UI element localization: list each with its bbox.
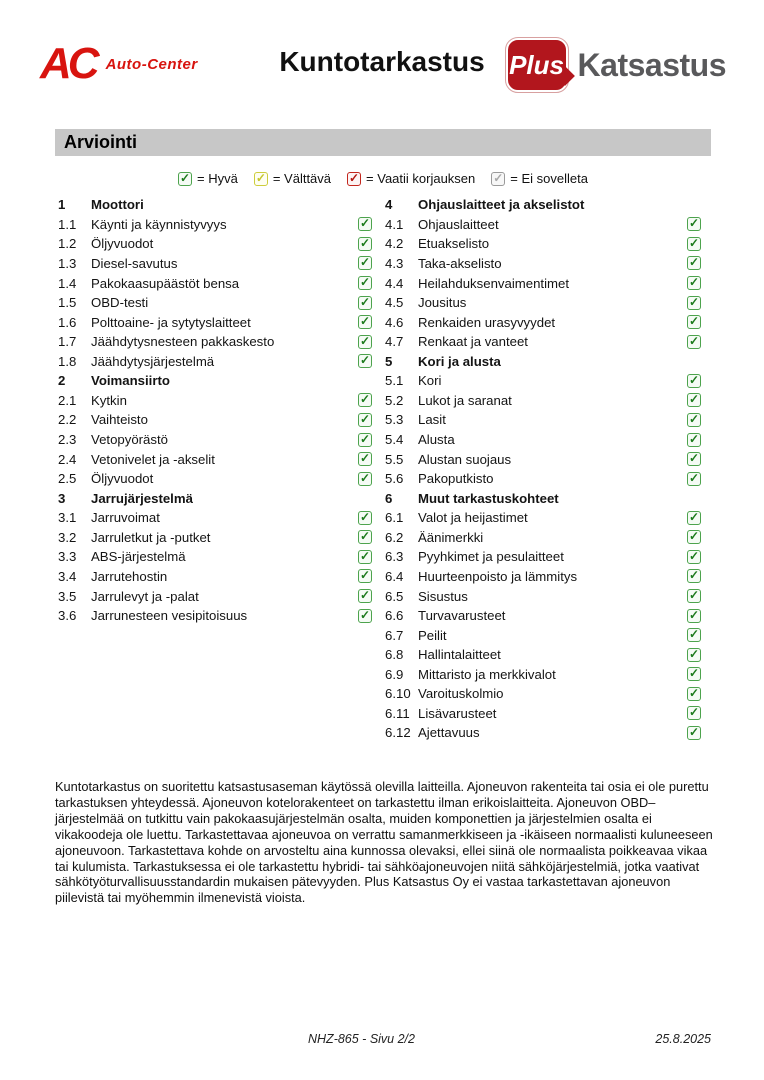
checklist-item-row — [385, 449, 703, 469]
checklist-item-row — [58, 312, 374, 332]
status-checkbox-icon — [358, 452, 372, 466]
row-number: 3.1 — [58, 510, 77, 526]
row-number: 1.7 — [58, 334, 77, 350]
row-number: 6.9 — [385, 666, 404, 682]
checklist-item-row — [385, 469, 703, 489]
disclaimer-text: Kuntotarkastus on suoritettu katsastusaseman käytössä olevilla laitteilla. Ajoneuvon rakenteita tai osia ei ole purettu tarkastuksen yhteydessä. Ajoneuvon kotelorakenteet on tarkastettu ilman erikoislaitteita. Ajoneuvon OBD–järjestelmää on tutkittu vain pakokaasujärjestelmän osalta, muiden komponettien ja järjestelmien osalta ei vikakoodeja ole luettu. Tarkastettavaa ajoneuvoa on verrattu samanmerkkiseen ja -ikäiseen normaalisti kuluneeseen ajoneuvoon. Tarkastettava kohde on arvosteltu aina kunnossa olevaksi, ellei siinä ole normaalista poikkeavaa vikaa tai kulumista. Tarkastuksessa ei ole tarkastettu hybridi- tai sähköajoneuvojen niitä sähköjärjestelmiä, jotka vaativat sähkötyöturvallisuusstandardin mukaisen pätevyyden. Plus Katsastus Oy ei vastaa tarkastettavan ajoneuvon piilevistä tai myöhemmin ilmenevistä vioista. — [55, 779, 713, 906]
item-label: Heilahduksenvaimentimet — [418, 275, 569, 291]
status-checkbox-icon — [358, 237, 372, 251]
status-checkbox-icon — [687, 511, 701, 525]
row-number: 5.3 — [385, 412, 404, 428]
checklist-item-row — [58, 410, 374, 430]
check-glyph: ✓ — [688, 509, 700, 524]
row-number: 1.4 — [58, 275, 77, 291]
status-checkbox-icon — [358, 609, 372, 623]
status-checkbox-icon — [687, 589, 701, 603]
footer-date: 25.8.2025 — [655, 1032, 711, 1046]
check-glyph: ✓ — [688, 646, 700, 661]
item-label: Jarrunesteen vesipitoisuus — [91, 608, 248, 624]
item-label: Pakokaasupäästöt bensa — [91, 275, 240, 291]
row-number: 6.12 — [385, 725, 411, 741]
checklist-item-row — [385, 665, 703, 685]
check-glyph: ✓ — [688, 333, 700, 348]
status-checkbox-icon — [358, 511, 372, 525]
legend — [55, 171, 711, 186]
checklist-item-row — [58, 215, 374, 235]
status-checkbox-icon — [358, 472, 372, 486]
item-label: Ajettavuus — [418, 725, 480, 741]
check-glyph: ✓ — [359, 275, 371, 290]
checklist-item-row — [58, 293, 374, 313]
status-checkbox-icon — [687, 648, 701, 662]
status-checkbox-icon — [358, 296, 372, 310]
status-checkbox-icon — [358, 217, 372, 231]
checklist-item-row — [385, 215, 703, 235]
item-label: Ohjauslaitteet — [418, 216, 499, 232]
check-glyph: ✓ — [359, 509, 371, 524]
checklist-item-row — [385, 371, 703, 391]
checklist-item-row — [58, 606, 374, 626]
item-label: Lisävarusteet — [418, 705, 497, 721]
legend-label: = Hyvä — [197, 171, 238, 186]
check-glyph: ✓ — [359, 255, 371, 270]
checklist-item-row — [385, 273, 703, 293]
checklist-item-row — [58, 508, 374, 528]
status-checkbox-icon — [358, 433, 372, 447]
checklist-item-row — [58, 586, 374, 606]
checklist-item-row — [385, 704, 703, 724]
check-glyph: ✓ — [688, 235, 700, 250]
legend-item-repair — [347, 171, 475, 186]
checklist-item-row — [58, 449, 374, 469]
check-glyph: ✓ — [359, 353, 371, 368]
auto-center-logo-text: Auto-Center — [105, 55, 198, 73]
checklist-item-row — [385, 625, 703, 645]
check-glyph: ✓ — [688, 392, 700, 407]
check-glyph: ✓ — [359, 568, 371, 583]
item-label: Hallintalaitteet — [418, 647, 501, 663]
row-number: 6.11 — [385, 705, 410, 721]
legend-repair-checkbox-icon — [347, 172, 361, 186]
checklist-item-row — [58, 528, 374, 548]
checklist-item-row — [58, 352, 374, 372]
section-title: Kori ja alusta — [418, 353, 501, 369]
row-number: 6.7 — [385, 627, 404, 643]
checklist-item-row — [385, 312, 703, 332]
item-label: Sisustus — [418, 588, 468, 604]
row-number: 4.6 — [385, 314, 404, 330]
check-glyph: ✓ — [688, 529, 700, 544]
section-title: Voimansiirto — [91, 373, 170, 389]
item-label: Jarruletkut ja -putket — [91, 529, 211, 545]
checkbox-spacer — [358, 374, 372, 388]
check-glyph: ✓ — [349, 170, 360, 185]
item-label: Alustan suojaus — [418, 451, 512, 467]
checklist-section-row — [58, 488, 374, 508]
row-number: 6 — [385, 490, 393, 506]
item-label: Polttoaine- ja sytytyslaitteet — [91, 314, 251, 330]
checklist-item-row — [58, 391, 374, 411]
checklist-item-row — [385, 410, 703, 430]
checklist-item-row — [385, 508, 703, 528]
check-glyph: ✓ — [688, 607, 700, 622]
item-label: Peilit — [418, 627, 447, 643]
item-label: OBD-testi — [91, 295, 149, 311]
checklist-item-row — [385, 254, 703, 274]
item-label: Vetonivelet ja -akselit — [91, 451, 215, 467]
check-glyph: ✓ — [688, 451, 700, 466]
row-number: 2 — [58, 373, 66, 389]
check-glyph: ✓ — [688, 627, 700, 642]
checkbox-spacer — [687, 198, 701, 212]
check-glyph: ✓ — [493, 170, 504, 185]
item-label: Jäähdytysnesteen pakkaskesto — [91, 334, 275, 350]
row-number: 3.5 — [58, 588, 77, 604]
check-glyph: ✓ — [688, 548, 700, 563]
check-glyph: ✓ — [688, 216, 700, 231]
row-number: 4.5 — [385, 295, 404, 311]
check-glyph: ✓ — [359, 333, 371, 348]
status-checkbox-icon — [358, 276, 372, 290]
row-number: 2.4 — [58, 451, 77, 467]
section-header-arviointi — [55, 129, 711, 156]
status-checkbox-icon — [687, 433, 701, 447]
row-number: 4 — [385, 197, 393, 213]
status-checkbox-icon — [358, 550, 372, 564]
status-checkbox-icon — [687, 550, 701, 564]
checklist-item-row — [385, 332, 703, 352]
checklist-item-row — [385, 645, 703, 665]
check-glyph: ✓ — [359, 529, 371, 544]
item-label: Lukot ja saranat — [418, 392, 512, 408]
status-checkbox-icon — [687, 569, 701, 583]
katsastus-logo-text: Katsastus — [577, 46, 726, 83]
item-label: Kori — [418, 373, 442, 389]
check-glyph: ✓ — [688, 255, 700, 270]
checklist-item-row — [385, 586, 703, 606]
row-number: 5.4 — [385, 432, 404, 448]
status-checkbox-icon — [687, 726, 701, 740]
checklist-item-row — [385, 567, 703, 587]
row-number: 4.2 — [385, 236, 404, 252]
ac-logo-icon: AC — [40, 39, 96, 88]
checklist-item-row — [385, 234, 703, 254]
item-label: Öljyvuodot — [91, 236, 154, 252]
check-glyph: ✓ — [688, 314, 700, 329]
checklist-item-row — [58, 234, 374, 254]
checklist-section-row — [58, 195, 374, 215]
status-checkbox-icon — [687, 706, 701, 720]
row-number: 2.1 — [58, 392, 77, 408]
item-label: Renkaat ja vanteet — [418, 334, 528, 350]
row-number: 5.5 — [385, 451, 404, 467]
row-number: 6.3 — [385, 549, 404, 565]
item-label: Etuakselisto — [418, 236, 490, 252]
item-label: Jarrulevyt ja -palat — [91, 588, 199, 604]
status-checkbox-icon — [687, 609, 701, 623]
status-checkbox-icon — [687, 667, 701, 681]
check-glyph: ✓ — [688, 568, 700, 583]
item-label: Valot ja heijastimet — [418, 510, 528, 526]
checklist-item-row — [385, 606, 703, 626]
row-number: 4.3 — [385, 255, 404, 271]
check-glyph: ✓ — [688, 705, 700, 720]
check-glyph: ✓ — [359, 216, 371, 231]
checklist-item-row — [385, 430, 703, 450]
legend-label: = Vaatii korjauksen — [366, 171, 476, 186]
row-number: 6.4 — [385, 568, 404, 584]
checklist — [55, 195, 711, 743]
check-glyph: ✓ — [359, 588, 371, 603]
status-checkbox-icon — [358, 335, 372, 349]
row-number: 6.10 — [385, 686, 411, 702]
checklist-item-row — [58, 273, 374, 293]
row-number: 1.3 — [58, 255, 77, 271]
row-number: 6.1 — [385, 510, 404, 526]
check-glyph: ✓ — [359, 548, 371, 563]
item-label: Jäähdytysjärjestelmä — [91, 353, 215, 369]
checklist-section-row — [385, 195, 703, 215]
checkbox-spacer — [687, 491, 701, 505]
checklist-section-row — [385, 488, 703, 508]
check-glyph: ✓ — [688, 431, 700, 446]
item-label: Varoituskolmio — [418, 686, 504, 702]
status-checkbox-icon — [687, 296, 701, 310]
item-label: Käynti ja käynnistyvyys — [91, 216, 227, 232]
checklist-item-row — [385, 684, 703, 704]
checklist-column-left — [55, 195, 383, 743]
checklist-item-row — [58, 332, 374, 352]
status-checkbox-icon — [687, 472, 701, 486]
checklist-item-row — [58, 430, 374, 450]
check-glyph: ✓ — [688, 724, 700, 739]
check-glyph: ✓ — [688, 685, 700, 700]
row-number: 3 — [58, 490, 66, 506]
check-glyph: ✓ — [688, 588, 700, 603]
row-number: 5.2 — [385, 392, 404, 408]
status-checkbox-icon — [358, 393, 372, 407]
row-number: 6.2 — [385, 529, 404, 545]
checklist-section-row — [385, 352, 703, 372]
item-label: Pakoputkisto — [418, 471, 494, 487]
row-number: 6.5 — [385, 588, 404, 604]
item-label: Jarruvoimat — [91, 510, 160, 526]
item-label: Jousitus — [418, 295, 467, 311]
checklist-column-right — [383, 195, 711, 743]
row-number: 6.8 — [385, 647, 404, 663]
checklist-item-row — [385, 723, 703, 743]
check-glyph: ✓ — [359, 235, 371, 250]
check-glyph: ✓ — [688, 275, 700, 290]
status-checkbox-icon — [358, 413, 372, 427]
page-title: Kuntotarkastus — [279, 46, 485, 77]
status-checkbox-icon — [687, 237, 701, 251]
check-glyph: ✓ — [359, 392, 371, 407]
row-number: 4.4 — [385, 275, 404, 291]
check-glyph: ✓ — [688, 411, 700, 426]
checkbox-spacer — [358, 491, 372, 505]
status-checkbox-icon — [358, 569, 372, 583]
item-label: Kytkin — [91, 392, 127, 408]
row-number: 3.3 — [58, 549, 77, 565]
status-checkbox-icon — [687, 276, 701, 290]
item-label: Mittaristo ja merkkivalot — [418, 666, 556, 682]
item-label: Vaihteisto — [91, 412, 148, 428]
check-glyph: ✓ — [688, 294, 700, 309]
legend-item-good — [178, 171, 238, 186]
section-title: Jarrujärjestelmä — [91, 490, 193, 506]
status-checkbox-icon — [687, 374, 701, 388]
legend-label: = Ei sovelleta — [510, 171, 588, 186]
status-checkbox-icon — [358, 354, 372, 368]
check-glyph: ✓ — [359, 607, 371, 622]
checklist-item-row — [385, 391, 703, 411]
legend-item-fair — [254, 171, 331, 186]
row-number: 1.1 — [58, 216, 77, 232]
checklist-section-row — [58, 371, 374, 391]
row-number: 2.3 — [58, 432, 77, 448]
item-label: Diesel-savutus — [91, 255, 178, 271]
status-checkbox-icon — [687, 217, 701, 231]
row-number: 1.8 — [58, 353, 77, 369]
status-checkbox-icon — [687, 335, 701, 349]
status-checkbox-icon — [358, 589, 372, 603]
item-label: Pyyhkimet ja pesulaitteet — [418, 549, 564, 565]
check-glyph: ✓ — [688, 372, 700, 387]
legend-good-checkbox-icon — [178, 172, 192, 186]
checklist-item-row — [58, 567, 374, 587]
status-checkbox-icon — [687, 256, 701, 270]
check-glyph: ✓ — [359, 314, 371, 329]
item-label: Lasit — [418, 412, 446, 428]
checklist-item-row — [385, 293, 703, 313]
row-number: 4.1 — [385, 216, 404, 232]
checklist-item-row — [58, 547, 374, 567]
row-number: 3.4 — [58, 568, 77, 584]
row-number: 5.6 — [385, 471, 404, 487]
item-label: Vetopyörästö — [91, 432, 168, 448]
check-glyph: ✓ — [688, 666, 700, 681]
item-label: Äänimerkki — [418, 529, 484, 545]
item-label: Jarrutehostin — [91, 568, 168, 584]
legend-fair-checkbox-icon — [254, 172, 268, 186]
status-checkbox-icon — [687, 687, 701, 701]
section-header-label: Arviointi — [64, 132, 138, 152]
row-number: 3.2 — [58, 529, 77, 545]
plus-katsastus-logo — [506, 38, 726, 92]
status-checkbox-icon — [687, 452, 701, 466]
plus-bubble-icon — [506, 38, 568, 92]
section-title: Moottori — [91, 197, 144, 213]
row-number: 6.6 — [385, 608, 404, 624]
check-glyph: ✓ — [359, 431, 371, 446]
check-glyph: ✓ — [359, 411, 371, 426]
item-label: Renkaiden urasyvyydet — [418, 314, 556, 330]
item-label: Huurteenpoisto ja lämmitys — [418, 568, 578, 584]
check-glyph: ✓ — [359, 294, 371, 309]
legend-na-checkbox-icon — [491, 172, 505, 186]
plus-logo-text: Plus — [509, 49, 564, 80]
row-number: 1.2 — [58, 236, 77, 252]
check-glyph: ✓ — [688, 470, 700, 485]
check-glyph: ✓ — [359, 470, 371, 485]
checklist-item-row — [385, 528, 703, 548]
checklist-item-row — [58, 469, 374, 489]
section-title: Ohjauslaitteet ja akselistot — [418, 197, 585, 213]
row-number: 1.6 — [58, 314, 77, 330]
row-number: 2.2 — [58, 412, 77, 428]
item-label: Turvavarusteet — [418, 608, 506, 624]
checklist-item-row — [58, 254, 374, 274]
status-checkbox-icon — [358, 530, 372, 544]
status-checkbox-icon — [687, 393, 701, 407]
row-number: 1 — [58, 197, 66, 213]
item-label: ABS-järjestelmä — [91, 549, 186, 565]
status-checkbox-icon — [358, 256, 372, 270]
item-label: Öljyvuodot — [91, 471, 154, 487]
footer-page-label: NHZ-865 - Sivu 2/2 — [308, 1032, 415, 1046]
check-glyph: ✓ — [359, 451, 371, 466]
status-checkbox-icon — [687, 413, 701, 427]
item-label: Alusta — [418, 432, 455, 448]
row-number: 4.7 — [385, 334, 404, 350]
row-number: 1.5 — [58, 295, 77, 311]
section-title: Muut tarkastuskohteet — [418, 490, 559, 506]
row-number: 2.5 — [58, 471, 77, 487]
check-glyph: ✓ — [179, 170, 191, 185]
row-number: 5 — [385, 353, 393, 369]
checkbox-spacer — [687, 354, 701, 368]
legend-label: = Välttävä — [272, 171, 332, 186]
status-checkbox-icon — [358, 315, 372, 329]
checkbox-spacer — [358, 198, 372, 212]
item-label: Taka-akselisto — [418, 255, 502, 271]
status-checkbox-icon — [687, 315, 701, 329]
row-number: 3.6 — [58, 608, 77, 624]
check-glyph: ✓ — [255, 170, 266, 185]
legend-item-na — [491, 171, 588, 186]
status-checkbox-icon — [687, 530, 701, 544]
checklist-item-row — [385, 547, 703, 567]
status-checkbox-icon — [687, 628, 701, 642]
row-number: 5.1 — [385, 373, 404, 389]
